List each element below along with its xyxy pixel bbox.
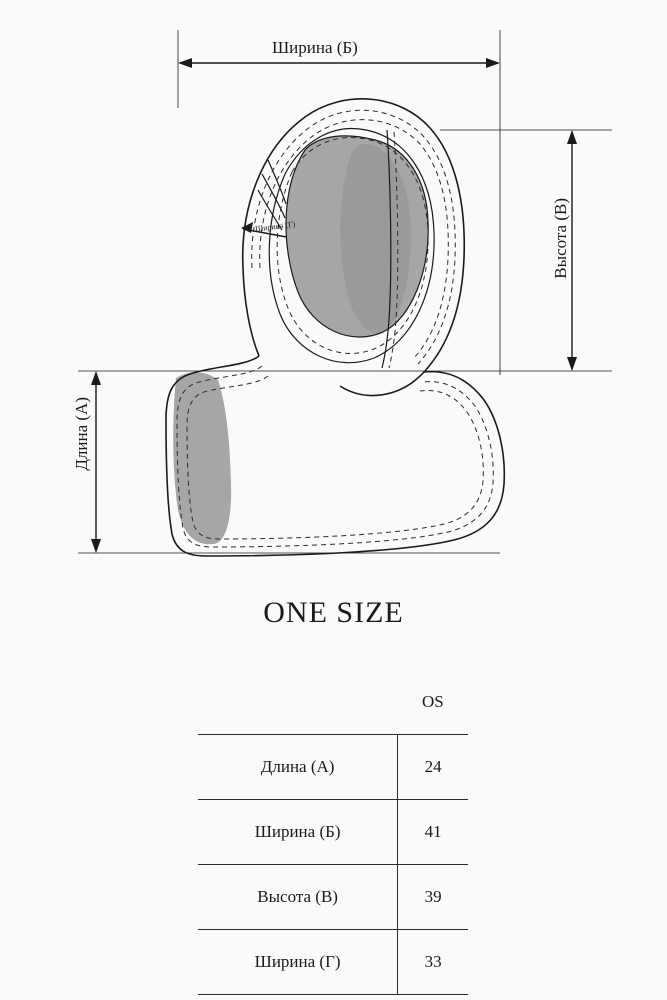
dimension-label-height-v: Высота (В): [551, 198, 570, 279]
table-row: [198, 800, 468, 865]
table-row: [198, 735, 468, 800]
table-row: [198, 930, 468, 995]
size-table: [198, 670, 468, 995]
row-label-height-v: Высота (В): [198, 865, 398, 930]
table-header-os: OS: [398, 670, 468, 735]
row-label-width-g: Ширина (Г): [198, 930, 398, 995]
table-header-row: [198, 670, 468, 735]
table-header-empty: [198, 670, 398, 735]
row-label-length: Длина (А): [198, 735, 398, 800]
row-label-width-b: Ширина (Б): [198, 800, 398, 865]
row-value-height-v: 39: [398, 865, 468, 930]
size-title: ONE SIZE: [263, 596, 404, 629]
dimension-label-width-g: Ширина (Г): [254, 219, 296, 234]
dimension-label-width-b: Ширина (Б): [272, 38, 358, 57]
dimension-label-length-a: Длина (А): [72, 397, 91, 471]
row-value-length: 24: [398, 735, 468, 800]
row-value-width-g: 33: [398, 930, 468, 995]
size-table-wrapper: [198, 670, 468, 995]
row-value-width-b: 41: [398, 800, 468, 865]
table-row: [198, 865, 468, 930]
